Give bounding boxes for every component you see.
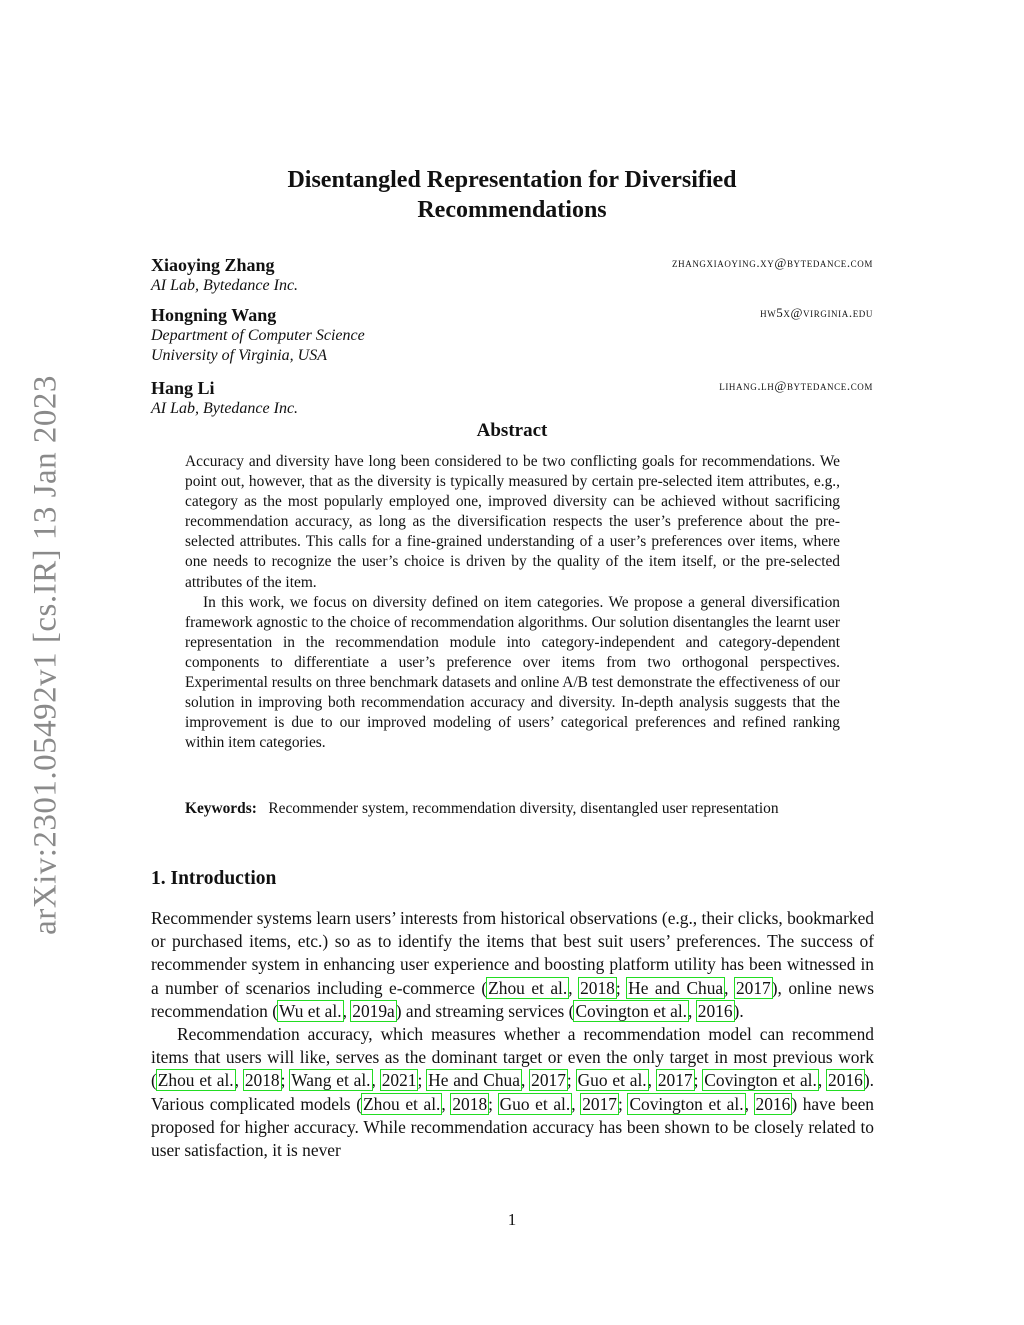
paper-title <box>200 165 824 225</box>
citation-link[interactable]: Covington et al. <box>575 1000 688 1021</box>
abstract-paragraph-1: Accuracy and diversity have long been considered to be two conflicting goals for recommendations. We point out, however, that as the diversity is typically measured by certain pre-selected item attributes, e.g., category as the most popularly employed one, improved diversity can be achieved without sacrificing recommendation accuracy, as long as the diversification respects the user’s preference about the pre-selected attributes. This calls for a fine-grained understanding of a user’s preferences over items, where one needs to recognize the user’s choice is driven by the quality of the item itself, or the pre-selected attributes of the item. <box>185 453 840 591</box>
author-3 <box>151 377 873 419</box>
intro-paragraph-2: Recommendation accuracy, which measures whether a recommendation model can recommend items that users will like, serves as the dominant target or even the only target in most previous work (Zhou et al., 2018; Wang et al., 2021; He and Chua, 2017; Guo et al., 2017; Covington et al., 2016). Various complicated models (Zhou et al., 2018; Guo et al., 2017; Covington et al., 2016) have been proposed for higher accuracy. While recommendation accuracy has been shown to be closely related to user satisfaction, it is never <box>151 1024 874 1161</box>
citation-link[interactable]: Zhou et al. <box>488 977 568 998</box>
citation-link[interactable]: Covington et al. <box>629 1093 744 1114</box>
citation-link[interactable]: 2017 <box>582 1093 617 1114</box>
citation-link[interactable]: 2021 <box>381 1070 417 1091</box>
abstract-heading: Abstract <box>476 420 548 441</box>
citation-link[interactable]: 2016 <box>697 1000 733 1021</box>
citation-link[interactable]: 2016 <box>828 1070 863 1091</box>
author-name: Xiaoying Zhang <box>151 255 275 275</box>
keywords-text: Recommender system, recommendation diversity, disentangled user representation <box>268 800 779 817</box>
arxiv-stamp-text: arXiv:2301.05492v1 [cs.IR] 13 Jan 2023 <box>27 375 64 935</box>
section-heading-introduction: 1. Introduction <box>151 868 277 889</box>
citation-link[interactable]: Zhou et al. <box>157 1070 234 1091</box>
author-affiliation: University of Virginia, USA <box>151 347 327 364</box>
citation-link[interactable]: 2018 <box>244 1070 280 1091</box>
citation-link[interactable]: Wang et al. <box>291 1070 371 1091</box>
citation-link[interactable]: 2016 <box>755 1093 791 1114</box>
author-email: lihang.lh@bytedance.com <box>719 378 873 393</box>
citation-link[interactable]: Guo et al. <box>577 1070 647 1091</box>
author-1 <box>151 254 873 296</box>
author-email: hw5x@virginia.edu <box>760 305 873 320</box>
citation-link[interactable]: 2017 <box>735 977 771 998</box>
author-name: Hang Li <box>151 378 215 398</box>
citation-link[interactable]: 2018 <box>452 1093 488 1114</box>
citation-link[interactable]: He and Chua <box>428 1070 520 1091</box>
introduction-body <box>151 907 874 1162</box>
author-affiliation: AI Lab, Bytedance Inc. <box>151 277 299 294</box>
keywords <box>185 799 840 819</box>
citation-link[interactable]: 2019a <box>352 1000 395 1021</box>
citation-link[interactable]: Covington et al. <box>704 1070 817 1091</box>
citation-link[interactable]: Wu et al. <box>279 1000 342 1021</box>
citation-link[interactable]: 2018 <box>580 977 615 998</box>
author-2 <box>151 304 873 366</box>
author-email: zhangxiaoying.xy@bytedance.com <box>672 255 873 270</box>
abstract-body <box>185 452 840 753</box>
author-affiliation: Department of Computer Science <box>151 327 365 344</box>
keywords-label: Keywords: <box>185 800 257 817</box>
page-number: 1 <box>507 1210 517 1229</box>
author-name: Hongning Wang <box>151 305 277 325</box>
citation-link[interactable]: Zhou et al. <box>363 1093 441 1114</box>
intro-paragraph-1: Recommender systems learn users’ interests from historical observations (e.g., their clicks, bookmarked or purchased items, etc.) so as to identify the items that best suit users’ preferences. The success of recommender system in enhancing user experience and boosting platform utility has been witnessed in a number of scenarios including e-commerce (Zhou et al., 2018; He and Chua, 2017), online news recommendation (Wu et al., 2019a) and streaming services (Covington et al., 2016). <box>151 908 875 1021</box>
citation-link[interactable]: He and Chua <box>628 977 724 998</box>
title-line-1: Disentangled Representation for Diversified <box>287 167 737 193</box>
author-affiliation: AI Lab, Bytedance Inc. <box>151 400 299 417</box>
citation-link[interactable]: 2017 <box>657 1070 693 1091</box>
citation-link[interactable]: 2017 <box>531 1070 566 1091</box>
abstract-paragraph-2: In this work, we focus on diversity defined on item categories. We propose a general diversification framework agnostic to the choice of recommendation algorithms. Our solution disentangles the learnt user representation in the recommendation module into category-independent and category-dependent components to differentiate a user’s preference over items from two orthogonal perspectives. Experimental results on three benchmark datasets and online A/B test demonstrate the effectiveness of our solution in improving both recommendation accuracy and diversity. In-depth analysis suggests that the improvement is due to our improved modeling of users’ categorical preferences and refined ranking within item categories. <box>185 593 840 752</box>
title-line-2: Recommendations <box>417 197 607 223</box>
citation-link[interactable]: Guo et al. <box>499 1093 571 1114</box>
